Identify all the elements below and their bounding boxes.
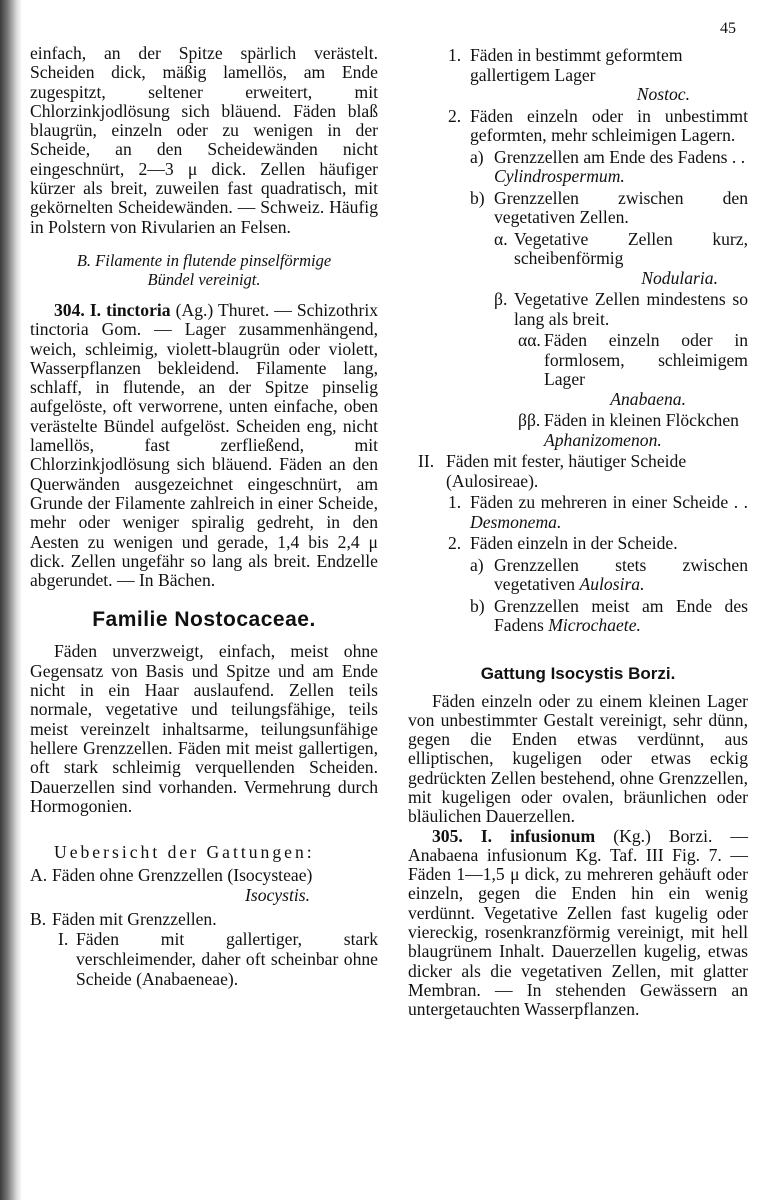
key-text: Fäden mit Grenzzellen. xyxy=(52,909,217,930)
key-item-beta xyxy=(494,290,748,329)
genus-key xyxy=(30,865,378,989)
key-item-II xyxy=(418,452,748,491)
key-text: Vegetative Zellen mindestens so lang als breit. xyxy=(514,289,748,329)
key-text-with-target xyxy=(494,597,748,636)
key-text: Grenzzellen meist am Ende des Fadens xyxy=(494,595,748,635)
key-marker: b) xyxy=(470,187,485,208)
key-marker: 2. xyxy=(448,105,462,126)
key-marker: II. xyxy=(418,451,435,471)
species-entry-304 xyxy=(30,301,378,590)
key-marker: a) xyxy=(470,554,484,575)
key-item-alpha-alpha xyxy=(518,331,748,390)
key-item-II-2b xyxy=(470,597,748,636)
key-item-2a xyxy=(470,148,748,187)
species-name: infusionum xyxy=(510,825,596,846)
key-text: Fäden zu mehreren in einer Scheide xyxy=(470,492,729,512)
continuation-paragraph: einfach, an der Spitze spärlich verästelt. Scheiden dick, mäßig lamellös, am Ende zugespitzt, seltener erweitert, mit Chlorzinkjodlösung sich bläuend. Fäden blaß blaugrün, einzeln oder zu wenigen in der Scheide, an den Scheidewänden nicht eingeschnürt, 2—3 μ dick. Zellen häufiger kürzer als breit, zuweilen fast quadratisch, mit gekörnelten Scheidewänden. — Schweiz. Häufig in Polstern von Rivularien an Felsen. xyxy=(30,43,378,237)
key-marker: 1. xyxy=(448,492,462,512)
key-text: Fäden einzeln in der Scheide. xyxy=(470,533,678,553)
key-marker: B. xyxy=(30,909,47,930)
key-target: Aphanizomenon. xyxy=(544,429,662,450)
key-marker: αα. xyxy=(518,330,541,350)
key-target: Isocystis. xyxy=(245,885,310,906)
key-text: Fäden ohne Grenzzellen (Isocysteae) xyxy=(52,865,313,886)
key-marker: I. xyxy=(58,929,69,950)
genus-key-continued xyxy=(408,46,748,636)
key-marker: 1. xyxy=(448,45,462,65)
species-name: tinctoria xyxy=(106,299,171,320)
key-text: Grenzzellen stets zwischen vegetativen xyxy=(494,554,748,594)
key-text: Fäden in bestimmt geformtem gallertigem Lager xyxy=(470,45,683,85)
key-marker: β. xyxy=(494,289,508,309)
family-heading: Familie Nostocaceae. xyxy=(92,608,316,632)
key-text: Fäden mit fester, häutiger Scheide (Aulosireae). xyxy=(446,451,687,491)
key-target: Microchaete. xyxy=(548,615,641,635)
key-marker: α. xyxy=(494,228,508,249)
species-number: 305. I. xyxy=(432,825,493,846)
key-text: Fäden einzeln oder in unbestimmt geformten, mehr schleimigen Lagern. xyxy=(470,105,748,145)
key-item-alpha xyxy=(494,230,748,269)
key-target: Aulosira. xyxy=(579,574,645,594)
family-description: Fäden unverzweigt, einfach, meist ohne Gegensatz von Basis und Spitze und am Ende nicht in ein Haar auslaufend. Zellen teils normale, vegetative und teilungsfähige, teils meist vereinzelt inhaltsarme, teilungsunfähige hellere Grenzzellen. Fäden mit meist gallertigen, oft stark schleimig verquellenden Scheiden. Dauerzellen sind vorhanden. Vermehrung durch Hormogonien. xyxy=(30,641,378,816)
genus-description: Fäden einzeln oder zu einem kleinen Lager von unbestimmter Gestalt vereinigt, sehr dünn, gegen die Enden etwas verdünnt, aus elliptischen, kugeligen oder etwas eckig gedrückten Zellen bestehend, ohne Grenzzellen, mit kugeligen oder ovalen, bräunlichen oder bläulichen Dauerzellen. xyxy=(408,690,748,827)
right-column xyxy=(408,44,748,1020)
page-binding-shadow xyxy=(0,0,22,1200)
key-item-beta-beta xyxy=(518,411,748,450)
key-dots: . . xyxy=(733,492,749,512)
key-text-with-target xyxy=(470,493,748,532)
key-target: Nodularia. xyxy=(641,267,718,288)
overview-title: Uebersicht der Gattungen: xyxy=(54,842,315,863)
key-marker: a) xyxy=(470,146,484,167)
species-description: (Ag.) Thuret. — Schizothrix tinctoria Gom. — Lager zusammenhängend, weich, schleimig, violett-blaugrün oder violett, Wasserpflanzen bekleidend. Filamente lang, schlaff, in flutende, an der Spitze pinselig aufgelöste, oft verworrene, unten einfache, oben verästelte Bündel aufgelöst. Scheiden eng, nicht lamellös, fast zerfließend, mit Chlorzinkjodlösung sich bläuend. Fäden an den Querwänden ausgezeichnet eingeschnürt, am Grunde der Filamente zahlreich in einer Scheide, mehr oder weniger spiralig gedreht, in den Aesten zu wenigen und gerade, 1,4 bis 2,4 μ dick. Zellen ungefähr so lang als breit. Endzelle abgerundet. — In Bächen. xyxy=(30,299,378,591)
key-text: Fäden einzeln oder in formlosem, schleimigem Lager xyxy=(544,330,748,389)
key-marker: A. xyxy=(30,865,48,886)
key-item-II-1 xyxy=(448,493,748,532)
key-item-1 xyxy=(448,46,748,85)
genus-heading: Gattung Isocystis Borzi. xyxy=(480,663,676,683)
key-item-2b xyxy=(470,189,748,228)
left-column xyxy=(30,44,378,989)
key-target: Cylindrospermum. xyxy=(494,166,625,186)
section-heading-line1: B. Filamente in flutende pinselförmige xyxy=(76,250,332,270)
key-text: Fäden in kleinen Flöckchen xyxy=(544,410,739,430)
page-number: 45 xyxy=(720,20,736,37)
key-target: Nostoc. xyxy=(636,84,690,104)
key-text-with-target xyxy=(494,148,748,187)
key-marker: ββ. xyxy=(518,410,541,430)
key-text: Grenzzellen zwischen den vegetativen Zellen. xyxy=(494,187,748,227)
key-item-a xyxy=(30,865,378,885)
key-dots: . . xyxy=(731,146,746,167)
key-marker: b) xyxy=(470,595,485,616)
section-heading-line2: Bündel vereinigt. xyxy=(147,269,261,289)
key-item-b-i xyxy=(58,929,378,989)
key-target: Anabaena. xyxy=(610,388,686,409)
key-item-b xyxy=(30,909,378,929)
key-item-II-2a xyxy=(470,556,748,595)
key-text: Vegetative Zellen kurz, scheibenförmig xyxy=(514,228,748,268)
section-heading xyxy=(40,251,368,289)
key-text-with-target xyxy=(494,556,748,595)
species-number: 304. I. xyxy=(54,299,102,320)
key-marker: 2. xyxy=(448,533,462,553)
key-item-II-2 xyxy=(448,534,748,554)
species-description: (Kg.) Borzi. — Anabaena infusionum Kg. Taf. III Fig. 7. — Fäden 1—1,5 μ dick, zu mehreren gehäuft oder einzeln, gegen die Enden hin ein wenig verdünnt. Vegetative Zellen fast kugelig oder viereckig, rosenkranzförmig vereinigt, mit hell blaugrünem Inhalt. Dauerzellen kugelig, etwas dicker als die vegetativen Zellen, mit glatter Membran. — In stehenden Gewässern an untergetauchten Wasserpflanzen. xyxy=(408,825,749,1020)
species-entry-305 xyxy=(408,827,748,1020)
key-target: Desmonema. xyxy=(470,511,562,532)
key-text-with-target xyxy=(544,411,748,450)
key-item-2 xyxy=(448,107,748,146)
key-text: Fäden mit gallertiger, stark verschleimender, daher oft scheinbar ohne Scheide (Anabaeneae). xyxy=(76,929,378,990)
key-text: Grenzzellen am Ende des Fadens xyxy=(494,146,728,167)
